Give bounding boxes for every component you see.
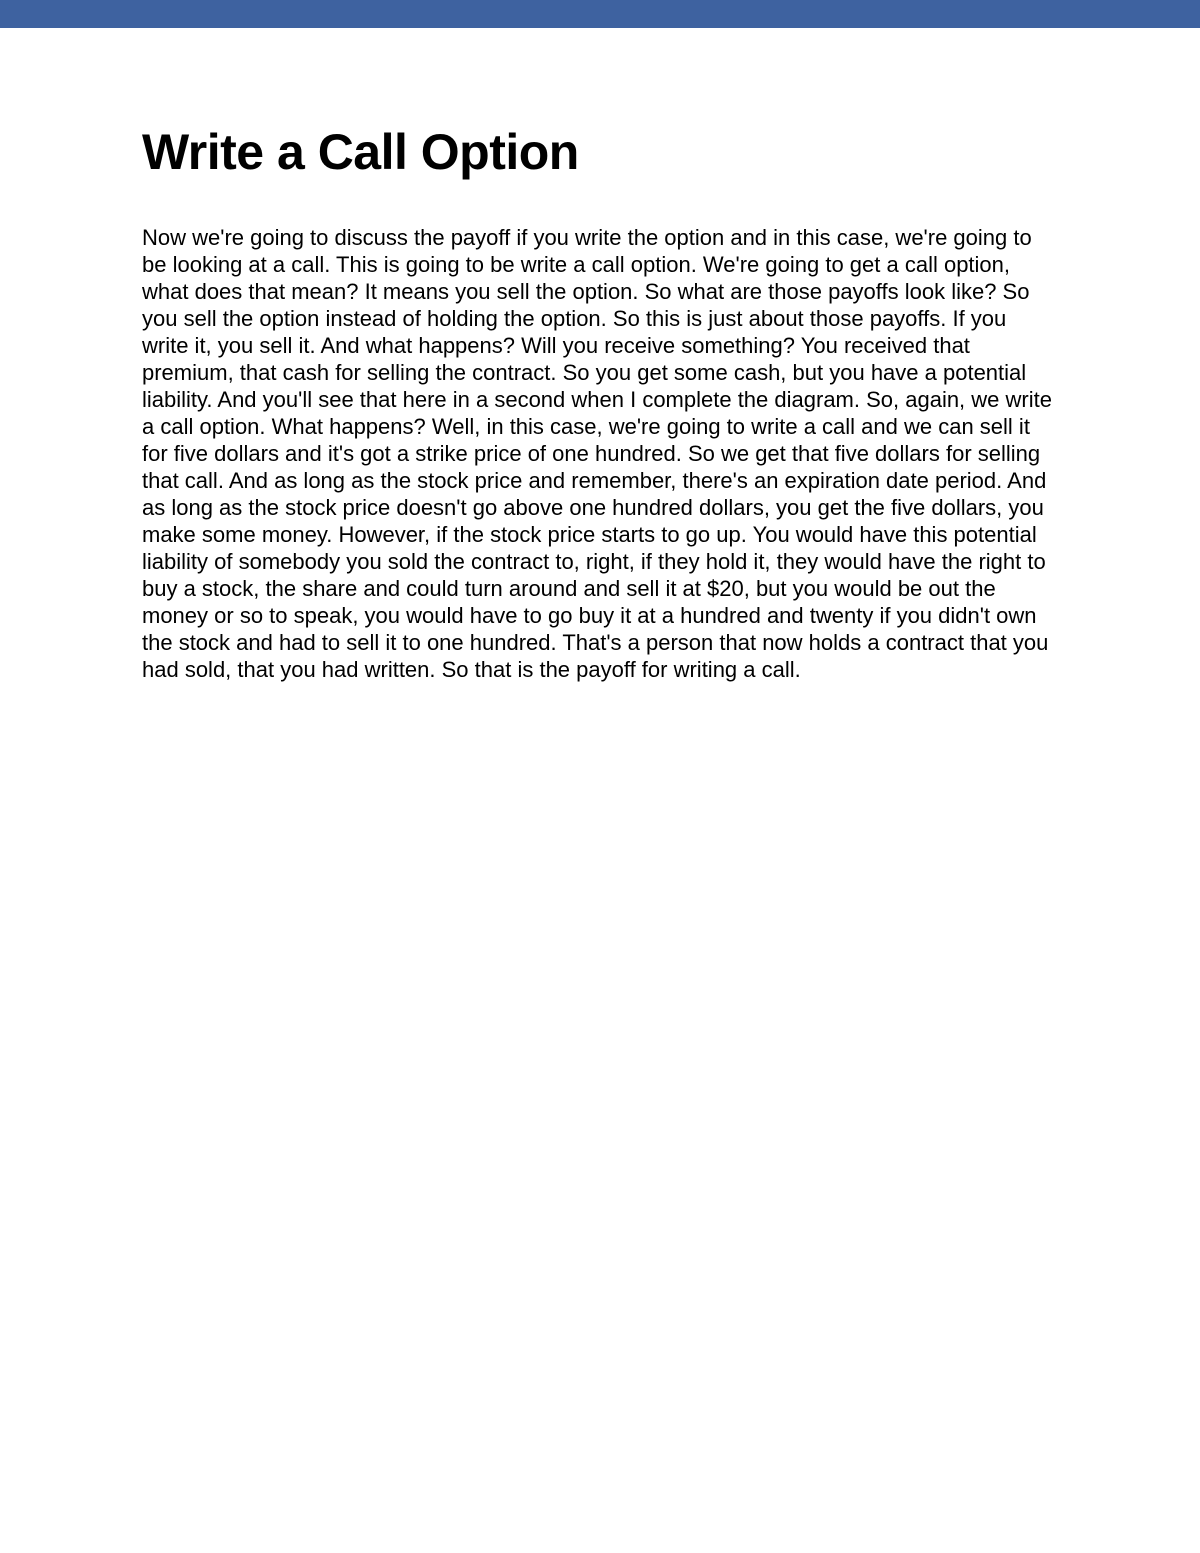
document-content — [142, 122, 1054, 683]
header-bar — [0, 0, 1200, 28]
page-title: Write a Call Option — [142, 124, 579, 180]
body-paragraph: Now we're going to discuss the payoff if you write the option and in this case, we're going to be looking at a call. This is going to be write a call option. We're going to get a call option, what does that mean? It means you sell the option. So what are those payoffs look like? So you sell the option instead of holding the option. So this is just about those payoffs. If you write it, you sell it. And what happens? Will you receive something? You received that premium, that cash for selling the contract. So you get some cash, but you have a potential liability. And you'll see that here in a second when I complete the diagram. So, again, we write a call option. What happens? Well, in this case, we're going to write a call and we can sell it for five dollars and it's got a strike price of one hundred. So we get that five dollars for selling that call. And as long as the stock price and remember, there's an expiration date period. And as long as the stock price doesn't go above one hundred dollars, you get the five dollars, you make some money. However, if the stock price starts to go up. You would have this potential liability of somebody you sold the contract to, right, if they hold it, they would have the right to buy a stock, the share and could turn around and sell it at $20, but you would be out the money or so to speak, you would have to go buy it at a hundred and twenty if you didn't own the stock and had to sell it to one hundred. That's a person that now holds a contract that you had sold, that you had written. So that is the payoff for writing a call. — [142, 225, 1052, 682]
